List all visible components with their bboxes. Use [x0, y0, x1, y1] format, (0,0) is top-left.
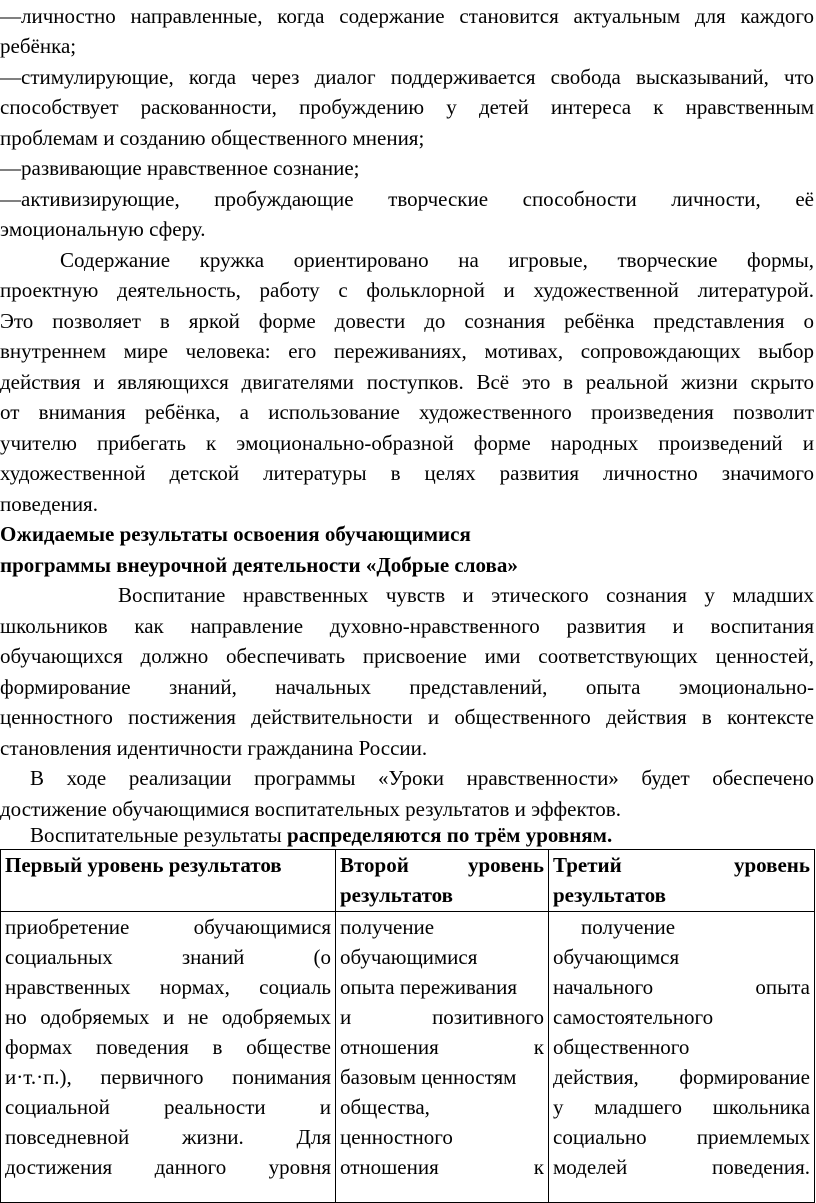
header-line: результатов [553, 883, 666, 907]
text-line: —стимулирующие, когда через диалог поддерживается свобода высказываний, что [0, 65, 814, 89]
cell-line: получение [581, 915, 676, 939]
cell-line: но одобряемых и не одобряемых [5, 1005, 331, 1029]
cell-line: получение [340, 915, 435, 939]
first-level-cell [1, 912, 336, 1203]
header-first-level [1, 850, 336, 912]
cell-line: действия, формирование [553, 1065, 810, 1089]
text-line: от внимания ребёнка, а использование художественного произведения позволит [0, 400, 814, 424]
text-line: учителю прибегать к эмоционально-образной форме народных произведений и [0, 431, 814, 455]
text-line: действия и являющихся двигателями поступков. Всё это в реальной жизни скрыто [0, 370, 814, 394]
section-heading: программы внеурочной деятельности «Добрые слова» [0, 553, 518, 577]
text-line: обучающихся должно обеспечивать присвоение ими соответствующих ценностей, [0, 644, 814, 668]
paragraph-first-line: Содержание кружка ориентировано на игровые, творческие формы, [60, 248, 814, 272]
third-level-cell [549, 912, 815, 1203]
text-line: проектную деятельность, работу с фольклорной и художественной литературой. [0, 278, 814, 302]
text-line: поведения. [0, 492, 98, 516]
cell-line: приобретение обучающимися [5, 915, 331, 939]
text-line: ценностного постижения действительности и общественного действия в контексте [0, 705, 814, 729]
text-line: становления идентичности гражданина России. [0, 736, 428, 760]
text-line: —активизирующие, пробуждающие творческие способности личности, её [0, 187, 814, 211]
text-line: формирование знаний, начальных представлений, опыта эмоционально- [0, 675, 814, 699]
cell-line: самостоятельного [553, 1005, 714, 1029]
text-line: внутреннем мире человека: его переживаниях, мотивах, сопровождающих выбор [0, 339, 814, 363]
cell-line: у младшего школьника [553, 1095, 810, 1119]
cell-line: социально приемлемых [553, 1125, 810, 1149]
levels-intro-text: Воспитательные результаты [30, 823, 288, 847]
cell-line: и·т.·п.), первичного понимания [5, 1065, 331, 1089]
table-header-row [1, 850, 815, 912]
cell-line: отношения к [340, 1035, 544, 1059]
section-heading: Ожидаемые результаты освоения обучающимися [0, 522, 471, 546]
cell-line: отношения к [340, 1155, 544, 1179]
header-line: Второй уровень [340, 853, 544, 877]
cell-line: начального опыта [553, 975, 810, 999]
levels-intro-bold: распределяются по трём уровням. [287, 823, 613, 847]
cell-line: социальных знаний (о [5, 945, 331, 969]
text-line: —развивающие нравственное сознание; [0, 156, 360, 180]
cell-line: формах поведения в обществе [5, 1035, 331, 1059]
header-third-level [549, 850, 815, 912]
cell-line: базовым ценностям [340, 1065, 517, 1089]
text-line: проблемам и созданию общественного мнения; [0, 126, 425, 150]
header-line: Третий уровень [553, 853, 810, 877]
cell-line: общества, [340, 1095, 430, 1119]
results-levels-table [0, 849, 815, 1203]
header-second-level [336, 850, 549, 912]
table-row [1, 912, 815, 1203]
cell-line: повседневной жизни. Для [5, 1125, 331, 1149]
cell-line: и позитивного [340, 1005, 544, 1029]
cell-line: ценностного [340, 1125, 453, 1149]
text-line: —личностно направленные, когда содержание становится актуальным для каждого [0, 4, 814, 28]
text-line: Это позволяет в яркой форме довести до сознания ребёнка представления о [0, 309, 814, 333]
cell-line: общественного [553, 1035, 690, 1059]
cell-line: обучающимся [553, 945, 680, 969]
text-line: ребёнка; [0, 34, 77, 58]
text-line: достижение обучающимися воспитательных результатов и эффектов. [0, 797, 621, 821]
cell-line: моделей поведения. [553, 1155, 810, 1179]
header-line: результатов [340, 883, 453, 907]
text-line: школьников как направление духовно-нравственного развития и воспитания [0, 614, 814, 638]
paragraph-first-line: В ходе реализации программы «Уроки нравственности» будет обеспечено [30, 766, 814, 790]
text-line: художественной детской литературы в целях развития личностно значимого [0, 461, 814, 485]
cell-line: нравственных нормах, социаль [5, 975, 331, 999]
levels-intro [30, 820, 814, 850]
cell-line: обучающимися [340, 945, 478, 969]
paragraph-first-line: Воспитание нравственных чувств и этического сознания у младших [118, 583, 814, 607]
cell-line: опыта переживания [340, 975, 518, 999]
second-level-cell [336, 912, 549, 1203]
cell-line: достижения данного уровня [5, 1155, 331, 1179]
text-line: эмоциональную сферу. [0, 217, 206, 241]
cell-line: социальной реальности и [5, 1095, 331, 1119]
header-line: Первый уровень результатов [5, 853, 282, 877]
text-line: способствует раскованности, пробуждению у детей интереса к нравственным [0, 95, 814, 119]
